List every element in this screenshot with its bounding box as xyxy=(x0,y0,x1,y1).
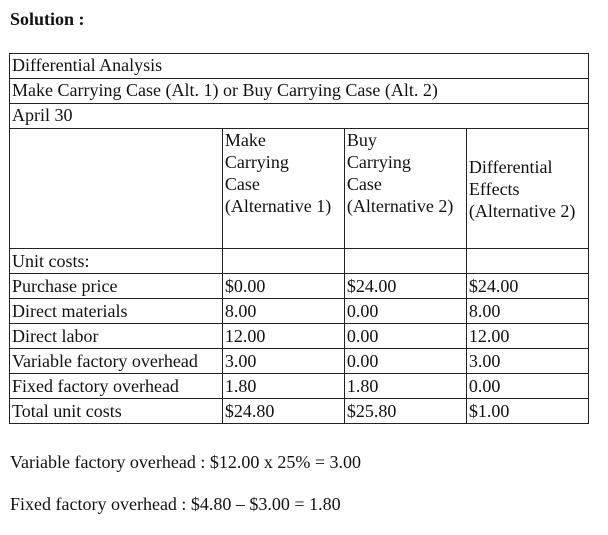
header-make-line: Carrying xyxy=(224,152,289,172)
make-value: 3.00 xyxy=(222,349,344,374)
row-label: Fixed factory overhead xyxy=(10,374,223,399)
row-label: Total unit costs xyxy=(10,399,223,424)
table-date-line: April 30 xyxy=(10,104,589,129)
fixed-overhead-note: Fixed factory overhead : $4.80 – $3.00 = 1.80 xyxy=(10,494,341,514)
diff-value: $24.00 xyxy=(466,274,588,299)
table-row xyxy=(10,299,589,324)
buy-value: 1.80 xyxy=(344,374,466,399)
solution-heading: Solution : xyxy=(10,9,85,29)
buy-value: 0.00 xyxy=(344,299,466,324)
header-differential-effects xyxy=(466,129,588,249)
table-row xyxy=(10,274,589,299)
header-make-alt1 xyxy=(222,129,344,249)
diff-value: 8.00 xyxy=(466,299,588,324)
make-value: $24.80 xyxy=(222,399,344,424)
table-row xyxy=(10,399,589,424)
table-row xyxy=(10,349,589,374)
diff-value xyxy=(466,249,588,274)
make-value xyxy=(222,249,344,274)
buy-value: $24.00 xyxy=(344,274,466,299)
make-value: $0.00 xyxy=(222,274,344,299)
header-make-line: Case xyxy=(224,174,260,194)
table-title-line: Differential Analysis xyxy=(10,54,589,79)
header-make-line: (Alternative 1) xyxy=(224,196,332,216)
header-diff-line: Effects xyxy=(468,178,520,199)
column-header-row xyxy=(10,129,589,249)
table-subtitle-line: Make Carrying Case (Alt. 1) or Buy Carrying Case (Alt. 2) xyxy=(10,79,589,104)
header-diff-line: (Alternative 2) xyxy=(468,200,576,221)
diff-value: 0.00 xyxy=(466,374,588,399)
row-label: Variable factory overhead xyxy=(10,349,223,374)
row-label: Unit costs: xyxy=(10,249,223,274)
differential-analysis-table xyxy=(9,53,589,424)
buy-value: 0.00 xyxy=(344,349,466,374)
header-buy-line: (Alternative 2) xyxy=(346,196,454,216)
make-value: 8.00 xyxy=(222,299,344,324)
diff-value: $1.00 xyxy=(466,399,588,424)
header-blank-cell xyxy=(10,129,223,249)
row-label: Direct materials xyxy=(10,299,223,324)
table-row xyxy=(10,374,589,399)
variable-overhead-note: Variable factory overhead : $12.00 x 25% = 3.00 xyxy=(10,452,362,472)
make-value: 1.80 xyxy=(222,374,344,399)
header-diff-line: Differential xyxy=(468,156,553,177)
row-label: Purchase price xyxy=(10,274,223,299)
header-make-line: Make xyxy=(224,130,266,150)
make-value: 12.00 xyxy=(222,324,344,349)
buy-value: $25.80 xyxy=(344,399,466,424)
header-buy-alt2 xyxy=(344,129,466,249)
diff-value: 3.00 xyxy=(466,349,588,374)
buy-value: 0.00 xyxy=(344,324,466,349)
header-buy-line: Case xyxy=(346,174,382,194)
row-label: Direct labor xyxy=(10,324,223,349)
table-row xyxy=(10,249,589,274)
diff-value: 12.00 xyxy=(466,324,588,349)
buy-value xyxy=(344,249,466,274)
table-row xyxy=(10,324,589,349)
header-buy-line: Carrying xyxy=(346,152,411,172)
header-buy-line: Buy xyxy=(346,130,377,150)
